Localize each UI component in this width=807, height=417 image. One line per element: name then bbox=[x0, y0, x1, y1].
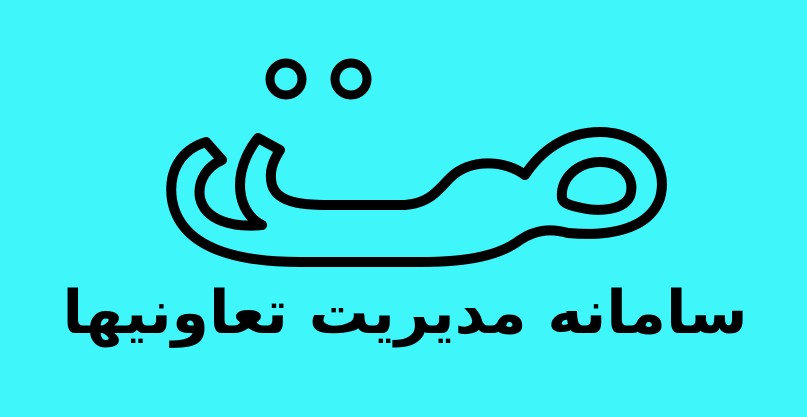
logo-dot-left bbox=[270, 63, 302, 95]
logo-letterform-counter bbox=[562, 162, 632, 210]
logo-subtitle: سامانه مدیریت تعاونیها bbox=[62, 278, 748, 348]
logo-dot-right bbox=[335, 63, 367, 95]
logo-letterform-outline bbox=[171, 132, 662, 262]
